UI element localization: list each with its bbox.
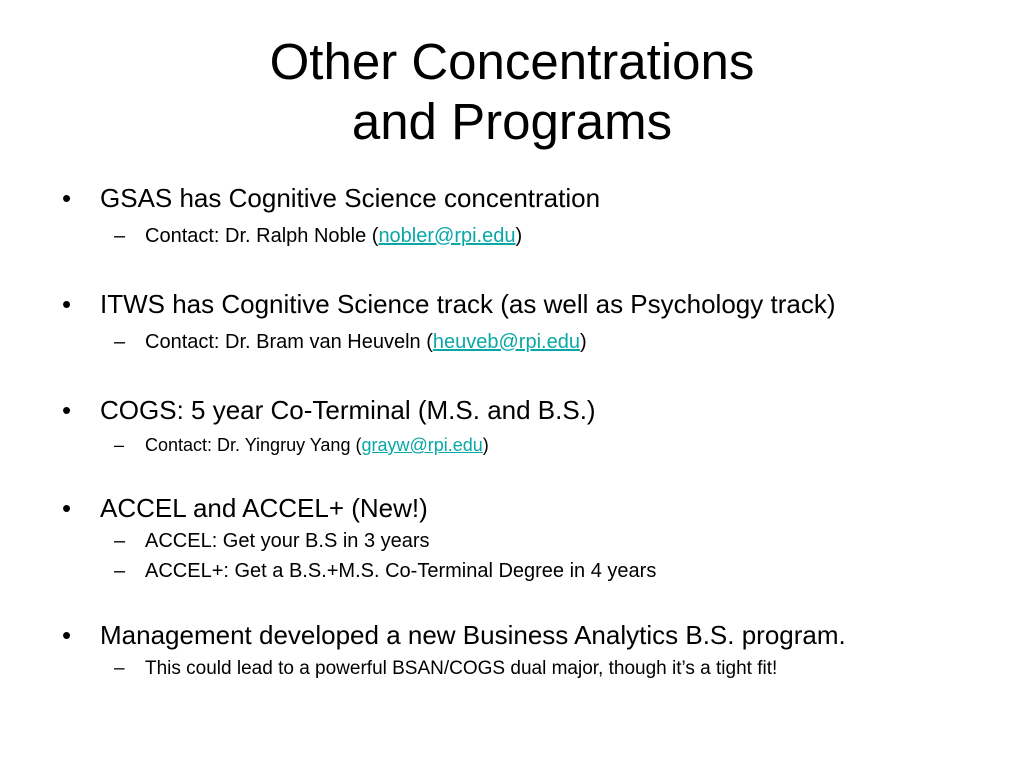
bullet-text: Management developed a new Business Analytics B.S. program. [100,620,846,650]
bullet-itws [62,289,835,319]
sub-bullet-accel-plus [114,559,656,583]
bullet-dot-icon: • [62,395,72,425]
sub-bullet-suffix: ) [579,331,587,353]
sub-bullet-gsas-contact [114,224,522,248]
slide-title [0,32,1024,152]
email-link-grayw[interactable]: grayw@rpi.edu [361,435,483,455]
slide-title-line-2: and Programs [351,93,673,150]
sub-dash-icon: – [114,435,125,455]
bullet-dot-icon: • [62,493,72,523]
sub-bullet-text: This could lead to a powerful BSAN/COGS dual major, though it’s a tight fit! [145,658,778,679]
bullet-dot-icon: • [62,620,72,650]
sub-dash-icon: – [114,331,126,353]
email-link-heuveb[interactable]: heuveb@rpi.edu [432,331,580,353]
sub-bullet-accel [114,529,430,553]
sub-bullet-itws-contact [114,330,587,354]
sub-dash-icon: – [114,530,126,552]
sub-bullet-bsan [114,657,777,680]
sub-dash-icon: – [114,560,126,582]
bullet-text: COGS: 5 year Co-Terminal (M.S. and B.S.) [100,395,596,425]
sub-bullet-prefix: Contact: Dr. Yingruy Yang ( [145,435,362,455]
bullet-management [62,620,846,650]
bullet-accel [62,493,428,523]
sub-bullet-cogs-contact [114,434,489,456]
email-link-nobler[interactable]: nobler@rpi.edu [378,225,516,247]
bullet-text: ACCEL and ACCEL+ (New!) [100,493,428,523]
sub-bullet-prefix: Contact: Dr. Bram van Heuveln ( [145,331,433,353]
sub-dash-icon: – [114,658,125,679]
bullet-dot-icon: • [62,289,72,319]
bullet-text: GSAS has Cognitive Science concentration [100,183,601,213]
sub-bullet-prefix: Contact: Dr. Ralph Noble ( [145,225,379,247]
slide-title-line-1: Other Concentrations [269,33,755,90]
sub-bullet-suffix: ) [515,225,523,247]
bullet-cogs [62,395,596,425]
bullet-gsas [62,183,600,213]
sub-bullet-text: ACCEL+: Get a B.S.+M.S. Co-Terminal Degree in 4 years [145,560,657,582]
bullet-text: ITWS has Cognitive Science track (as well as Psychology track) [100,289,836,319]
sub-bullet-suffix: ) [482,435,489,455]
bullet-dot-icon: • [62,183,72,213]
sub-bullet-text: ACCEL: Get your B.S in 3 years [145,530,430,552]
sub-dash-icon: – [114,225,126,247]
